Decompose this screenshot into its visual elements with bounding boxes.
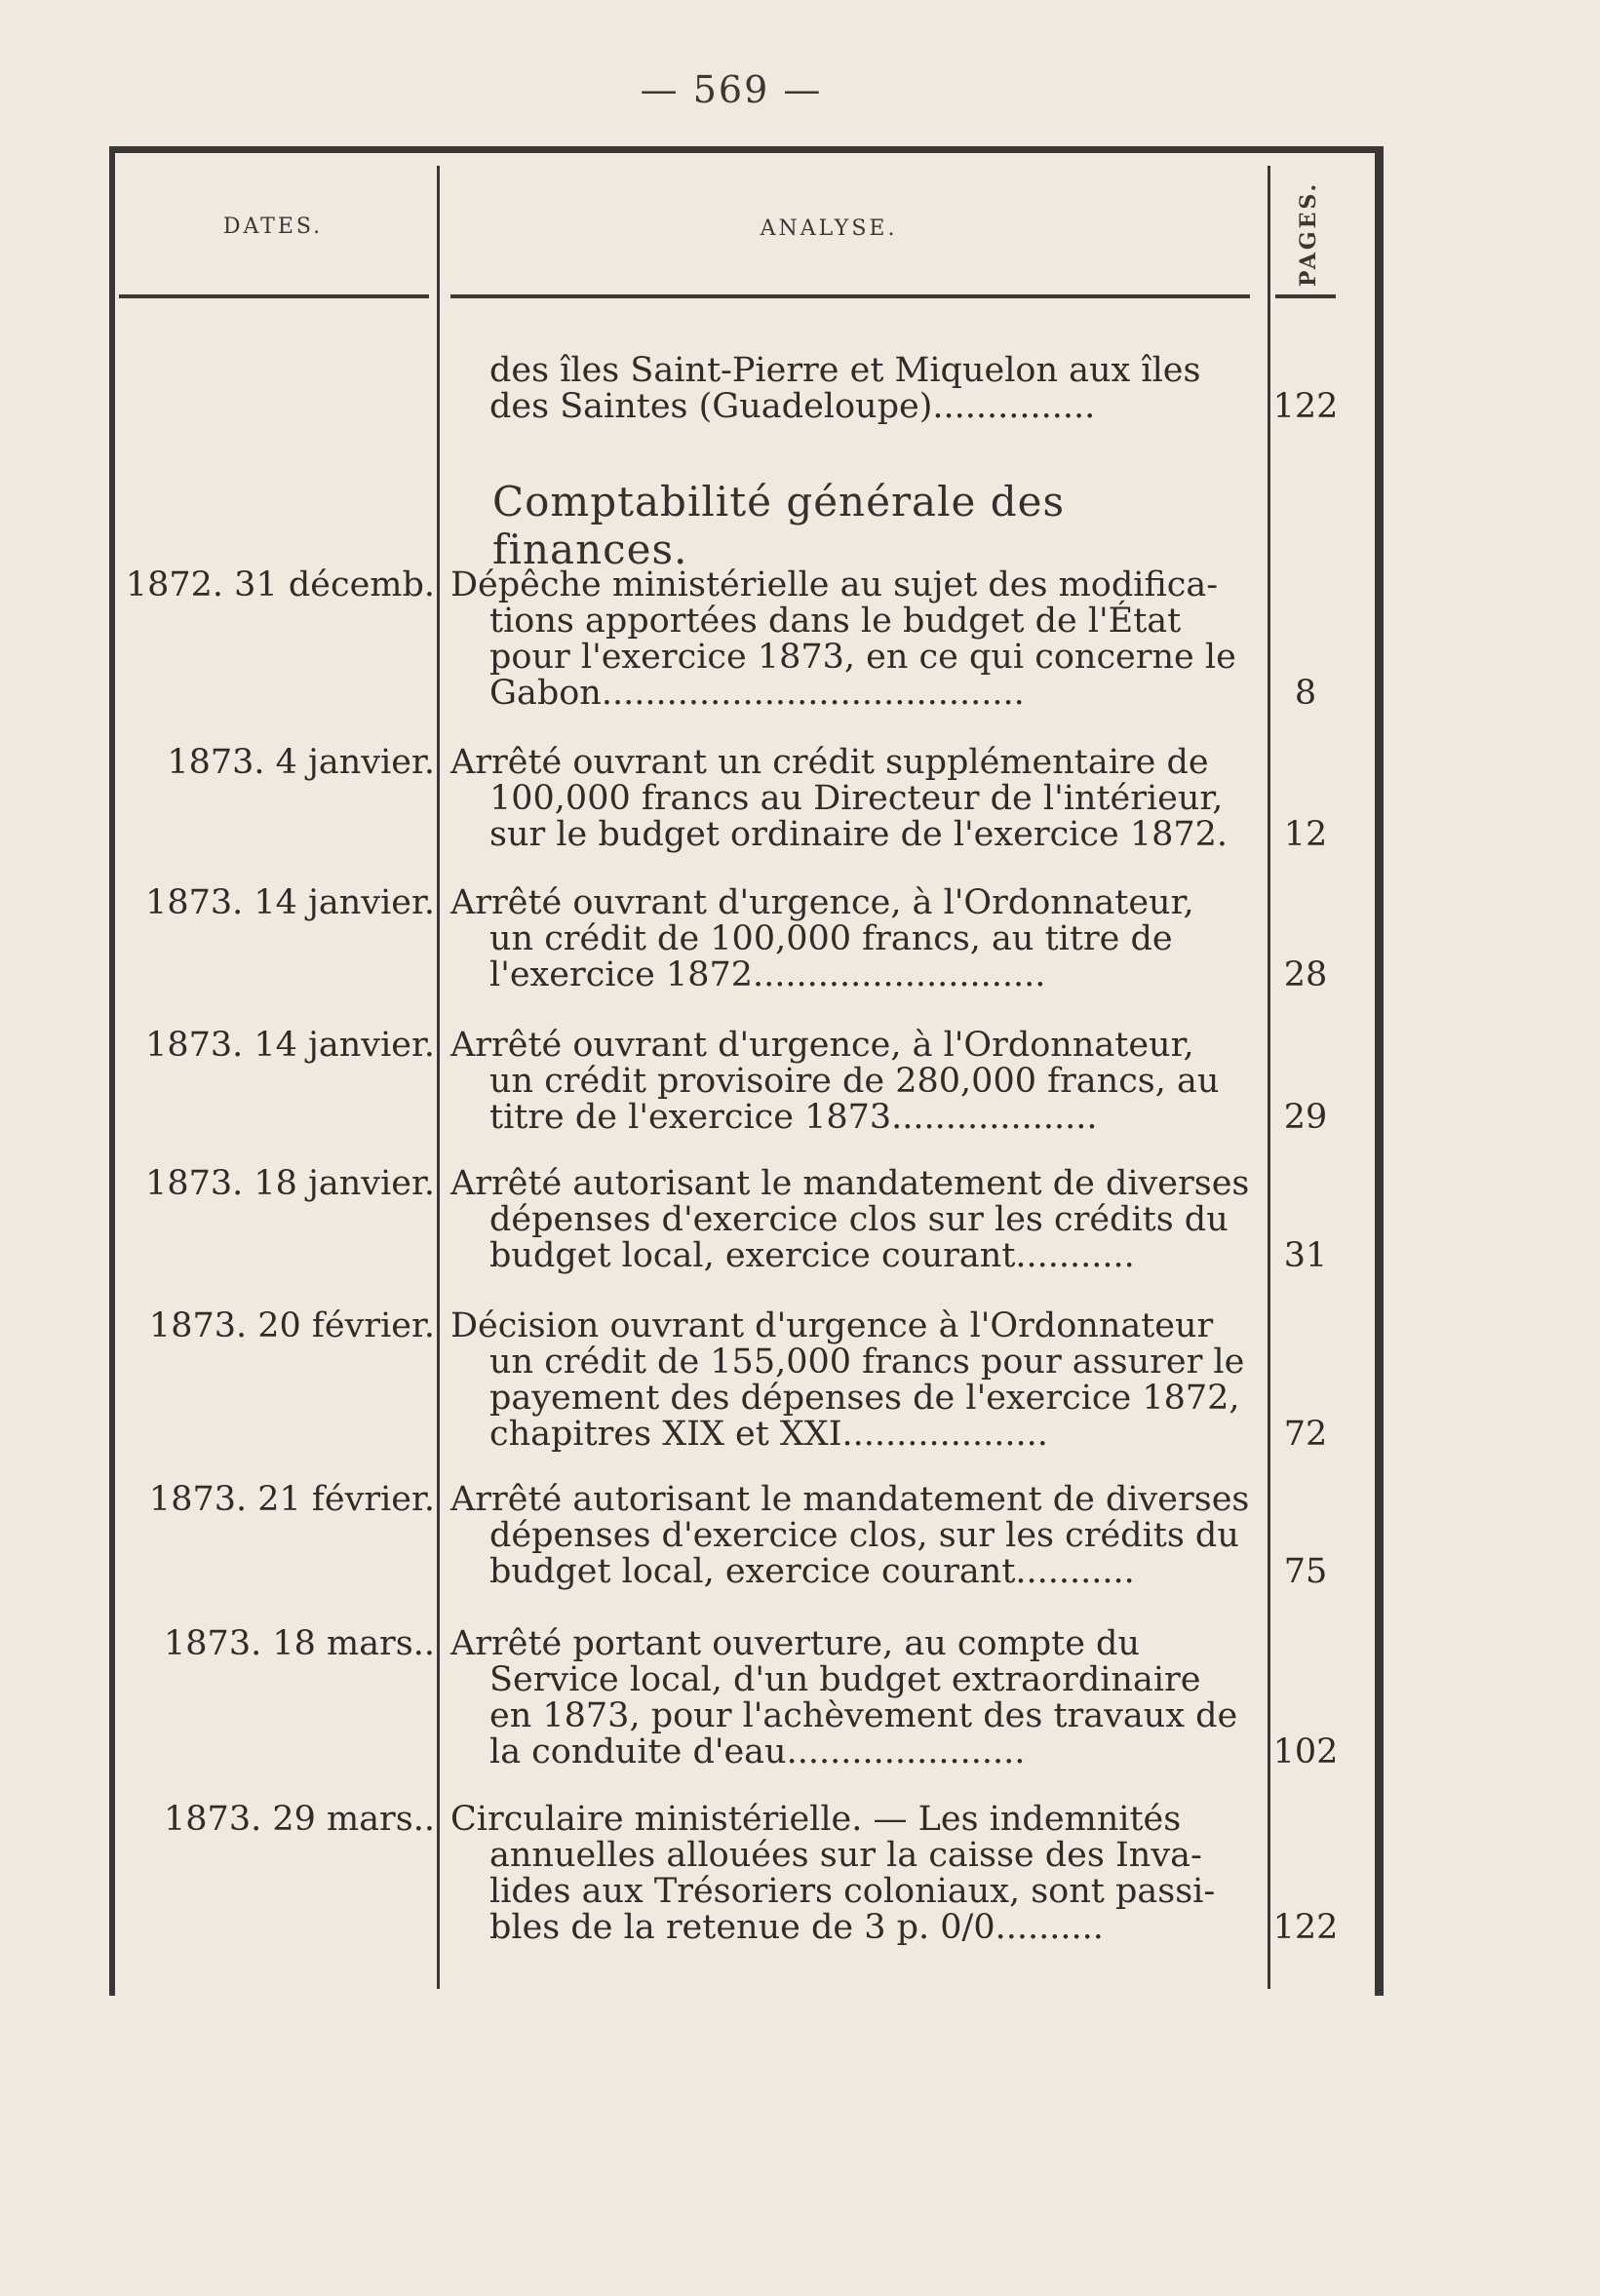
analysis-line: un crédit de 155,000 francs pour assurer le	[489, 1343, 1245, 1381]
header-rule-pages	[1275, 294, 1336, 298]
analysis-line: Arrêté autorisant le mandatement de diverses	[450, 1480, 1250, 1519]
entry-page: 122	[1272, 1908, 1339, 1947]
analysis-line: titre de l'exercice 1873...................	[489, 1098, 1098, 1137]
header-rule-analyse	[450, 294, 1250, 298]
entry-page: 8	[1294, 674, 1317, 713]
entry-date: 1873. 14 janvier.	[145, 1026, 435, 1065]
analysis-line: Arrêté ouvrant un crédit supplémentaire de	[450, 743, 1209, 782]
analysis-line: lides aux Trésoriers coloniaux, sont passi-	[489, 1872, 1216, 1911]
analysis-line: annuelles allouées sur la caisse des Inva-	[489, 1836, 1202, 1875]
entry-date: 1872. 31 décemb.	[125, 565, 435, 604]
analysis-line: Arrêté ouvrant d'urgence, à l'Ordonnateur,	[450, 1026, 1194, 1065]
entry-analysis	[450, 1028, 1260, 1136]
entry-date: 1873. 14 janvier.	[145, 883, 435, 922]
analysis-line: dépenses d'exercice clos, sur les crédits du	[489, 1516, 1239, 1555]
entry-analysis	[450, 745, 1260, 853]
entry-analysis	[450, 1802, 1260, 1946]
analysis-line: budget local, exercice courant...........	[489, 1236, 1135, 1275]
entry-page: 29	[1283, 1098, 1328, 1137]
entry-analysis	[450, 885, 1260, 993]
continuation-line: des îles Saint-Pierre et Miquelon aux îles	[489, 351, 1201, 390]
header-rule-dates	[119, 294, 429, 298]
entry-analysis	[450, 1166, 1260, 1274]
analysis-line: tions apportées dans le budget de l'État	[489, 602, 1182, 641]
entry-analysis	[450, 1626, 1260, 1771]
section-title: Comptabilité générale des finances.	[492, 478, 1066, 573]
entry-date: 1873. 18 janvier.	[145, 1164, 435, 1203]
entry-date: 1873. 4 janvier.	[167, 743, 435, 782]
analysis-line: Arrêté ouvrant d'urgence, à l'Ordonnateur,	[450, 883, 1194, 922]
analysis-line: la conduite d'eau......................	[489, 1732, 1026, 1771]
analysis-line: Arrêté autorisant le mandatement de diverses	[450, 1164, 1250, 1203]
analysis-line: sur le budget ordinaire de l'exercice 1872.	[489, 815, 1229, 854]
analysis-line: Gabon.......................................	[489, 674, 1025, 713]
analysis-line: chapitres XIX et XXI...................	[489, 1415, 1048, 1454]
analysis-line: 100,000 francs au Directeur de l'intérieur,	[489, 779, 1224, 818]
page-number: — 569 —	[640, 68, 823, 111]
analysis-line: payement des dépenses de l'exercice 1872,	[489, 1379, 1240, 1418]
analysis-line: dépenses d'exercice clos sur les crédits du	[489, 1200, 1229, 1239]
entry-page: 31	[1283, 1236, 1328, 1275]
analysis-line: en 1873, pour l'achèvement des travaux de	[489, 1696, 1238, 1735]
analysis-line: Décision ouvrant d'urgence à l'Ordonnateur	[450, 1306, 1214, 1345]
analysis-line: Arrêté portant ouverture, au compte du	[450, 1624, 1141, 1663]
analysis-line: Service local, d'un budget extraordinaire	[489, 1660, 1201, 1699]
header-analyse: ANALYSE.	[760, 216, 898, 241]
entry-analysis	[450, 1482, 1260, 1590]
entry-date: 1873. 21 février.	[148, 1480, 435, 1519]
analysis-line: l'exercice 1872...........................	[489, 955, 1046, 994]
entry-date: 1873. 20 février.	[148, 1306, 435, 1345]
analysis-line: un crédit provisoire de 280,000 francs, au	[489, 1062, 1220, 1101]
header-pages-label: PAGES.	[1296, 180, 1321, 288]
entry-page: 28	[1283, 955, 1328, 994]
continuation-text	[450, 353, 1260, 425]
entry-date: 1873. 18 mars..	[164, 1624, 435, 1663]
continuation-line: des Saintes (Guadeloupe)...............	[489, 387, 1096, 426]
continuation-page: 122	[1272, 387, 1339, 426]
analysis-line: budget local, exercice courant...........	[489, 1552, 1135, 1591]
analysis-line: Circulaire ministérielle. — Les indemnités	[450, 1800, 1182, 1839]
entry-analysis	[450, 1308, 1260, 1453]
entry-page: 102	[1272, 1732, 1339, 1771]
entry-page: 12	[1283, 815, 1328, 854]
entry-page: 75	[1283, 1552, 1328, 1591]
entry-date: 1873. 29 mars..	[164, 1800, 435, 1839]
header-dates: DATES.	[222, 214, 324, 239]
header-pages	[1269, 175, 1347, 292]
column-rule-dates	[437, 166, 440, 1989]
analysis-line: pour l'exercice 1873, en ce qui concerne le	[489, 638, 1236, 677]
entry-analysis	[450, 567, 1260, 712]
entry-page: 72	[1283, 1415, 1328, 1454]
analysis-line: un crédit de 100,000 francs, au titre de	[489, 919, 1173, 958]
analysis-line: Dépêche ministérielle au sujet des modifica-	[450, 565, 1219, 604]
column-rule-analyse	[1268, 166, 1270, 1989]
analysis-line: bles de la retenue de 3 p. 0/0..........	[489, 1908, 1104, 1947]
